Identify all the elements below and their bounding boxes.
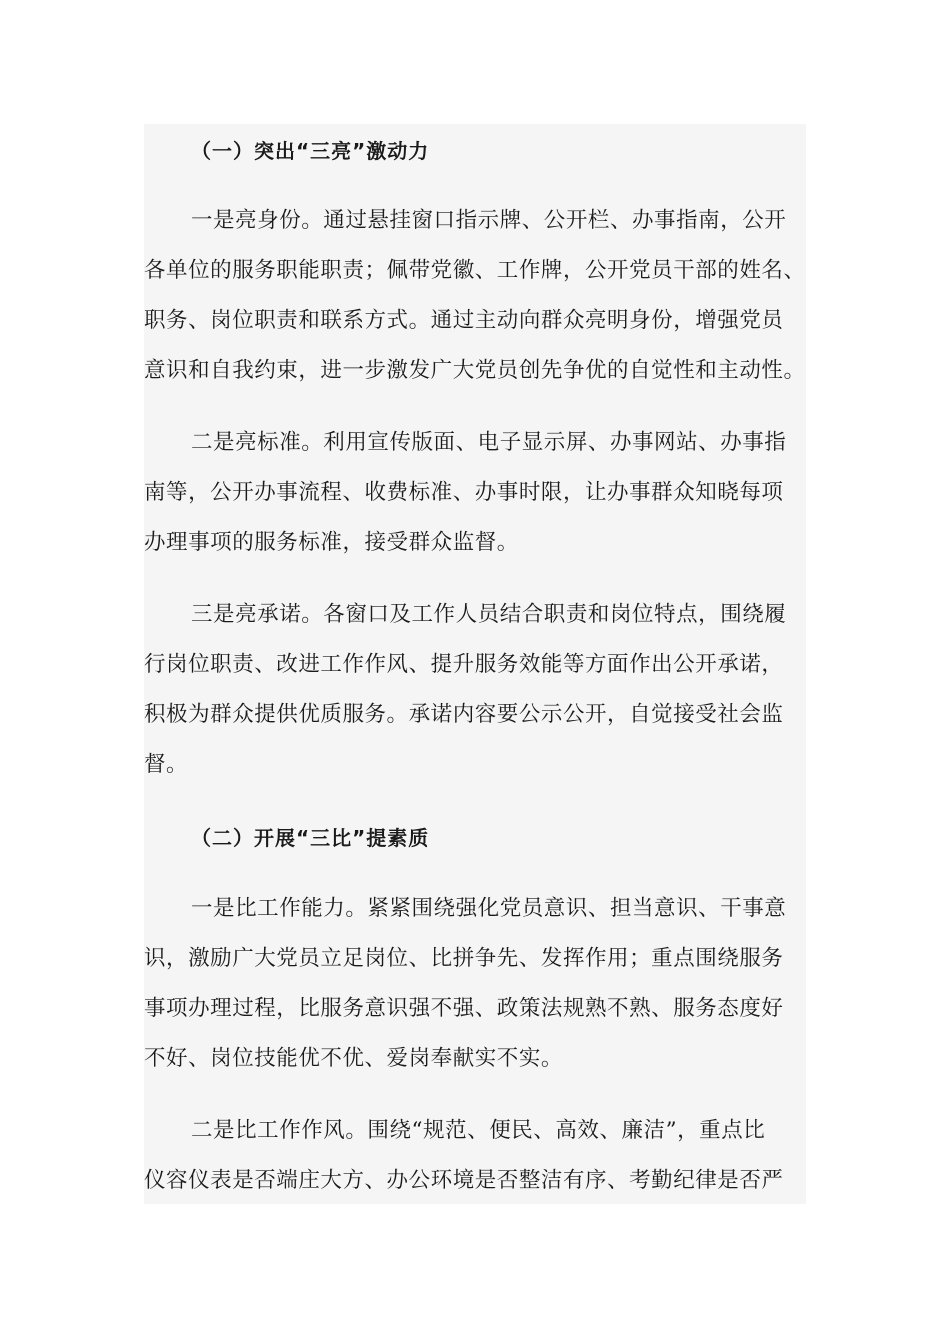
paragraph-line: 一是亮身份。通过悬挂窗口指示牌、公开栏、办事指南，公开 (191, 208, 787, 233)
paragraph-line: 办理事项的服务标准，接受群众监督。 (144, 530, 519, 555)
paragraph-line: 识，激励广大党员立足岗位、比拼争先、发挥作用；重点围绕服务 (144, 946, 784, 971)
paragraph-line: 事项办理过程，比服务意识强不强、政策法规熟不熟、服务态度好 (144, 996, 784, 1021)
paragraph-line: 各单位的服务职能职责；佩带党徽、工作牌，公开党员干部的姓名、 (144, 258, 806, 283)
paragraph-line: 行岗位职责、改进工作作风、提升服务效能等方面作出公开承诺， (144, 652, 784, 677)
paragraph-line: 督。 (144, 752, 189, 777)
paragraph-line: 意识和自我约束，进一步激发广大党员创先争优的自觉性和主动性。 (144, 358, 806, 383)
section-heading-1: （一）突出“三亮”激动力 (191, 139, 430, 163)
paragraph-line: 二是比工作作风。围绕“规范、便民、高效、廉洁”，重点比 (191, 1118, 766, 1143)
section-heading-2: （二）开展“三比”提素质 (191, 826, 430, 850)
paragraph-line: 不好、岗位技能优不优、爱岗奉献实不实。 (144, 1046, 563, 1071)
paragraph-line: 职务、岗位职责和联系方式。通过主动向群众亮明身份，增强党员 (144, 308, 784, 333)
paragraph-line: 一是比工作能力。紧紧围绕强化党员意识、担当意识、干事意 (191, 896, 787, 921)
paragraph-line: 仪容仪表是否端庄大方、办公环境是否整洁有序、考勤纪律是否严 (144, 1168, 784, 1193)
paragraph-line: 三是亮承诺。各窗口及工作人员结合职责和岗位特点，围绕履 (191, 602, 787, 627)
paragraph-line: 积极为群众提供优质服务。承诺内容要公示公开，自觉接受社会监 (144, 702, 784, 727)
paragraph-line: 二是亮标准。利用宣传版面、电子显示屏、办事网站、办事指 (191, 430, 787, 455)
paragraph-line: 南等，公开办事流程、收费标准、办事时限，让办事群众知晓每项 (144, 480, 784, 505)
